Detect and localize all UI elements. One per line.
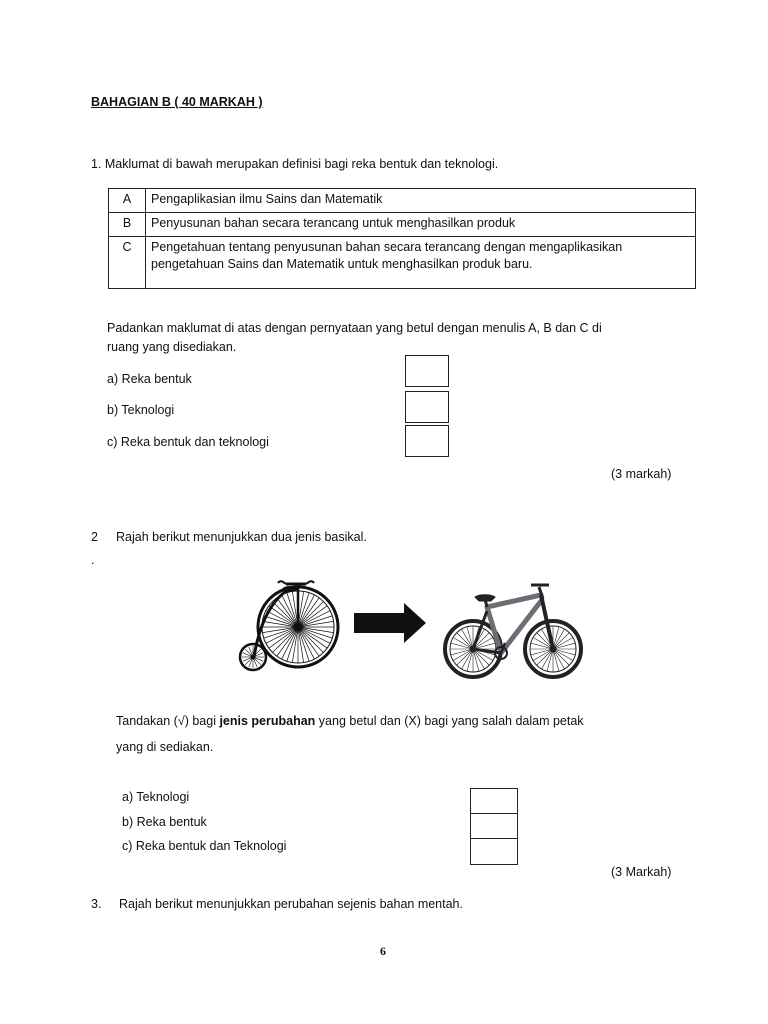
q1-marks: (3 markah) [611,467,672,481]
q2-instruction-bold: jenis perubahan [219,714,316,728]
q2-number: 2 [91,530,98,544]
table-row [109,237,696,289]
q1-intro: 1. Maklumat di bawah merupakan definisi bagi reka bentuk dan teknologi. [91,157,499,171]
section-heading: BAHAGIAN B ( 40 MARKAH ) [91,95,263,109]
q2-instruction-post: yang betul dan (X) bagi yang salah dalam petak [315,714,584,728]
row-text: Pengetahuan tentang penyusunan bahan secara terancang dengan mengaplikasikan pengetahuan Sains dan Matematik untuk menghasilkan produk baru. [146,237,696,289]
q2-item-reka-bentuk: b) Reka bentuk [122,815,207,829]
mountain-bicycle-image [443,577,583,682]
row-text: Penyusunan bahan secara terancang untuk menghasilkan produk [146,213,696,237]
page-number: 6 [380,944,386,958]
q2-item-teknologi: a) Teknologi [122,790,190,804]
table-row [109,189,696,213]
row-letter: C [109,237,146,289]
q2-intro: Rajah berikut menunjukkan dua jenis basikal. [116,530,367,544]
q3-intro: Rajah berikut menunjukkan perubahan sejenis bahan mentah. [119,897,463,911]
answer-box-b[interactable] [405,391,449,423]
q2-item-reka-bentuk-teknologi: c) Reka bentuk dan Teknologi [122,839,287,853]
row-text: Pengaplikasian ilmu Sains dan Matematik [146,189,696,213]
q2-instruction-line1 [116,714,584,728]
right-arrow-icon [354,603,428,643]
tick-box-a[interactable] [470,788,518,814]
row-letter: A [109,189,146,213]
table-row [109,213,696,237]
q1-item-teknologi: b) Teknologi [107,403,175,417]
q2-dot: . [91,553,95,567]
answer-box-c[interactable] [405,425,449,457]
tick-box-b[interactable] [470,813,518,839]
penny-farthing-bicycle-image [234,575,344,675]
q2-instruction-pre: Tandakan (√) bagi [116,714,220,728]
tick-box-c[interactable] [470,838,518,865]
q2-instruction-line2: yang di sediakan. [116,740,214,754]
answer-box-a[interactable] [405,355,449,387]
q1-instruction-line2: ruang yang disediakan. [107,340,237,354]
q1-item-reka-bentuk: a) Reka bentuk [107,372,192,386]
q1-instruction-line1: Padankan maklumat di atas dengan pernyataan yang betul dengan menulis A, B dan C di [107,321,602,335]
definitions-table [108,188,696,289]
q2-marks: (3 Markah) [611,865,672,879]
q3-number: 3. [91,897,102,911]
q1-item-reka-bentuk-teknologi: c) Reka bentuk dan teknologi [107,435,269,449]
row-letter: B [109,213,146,237]
